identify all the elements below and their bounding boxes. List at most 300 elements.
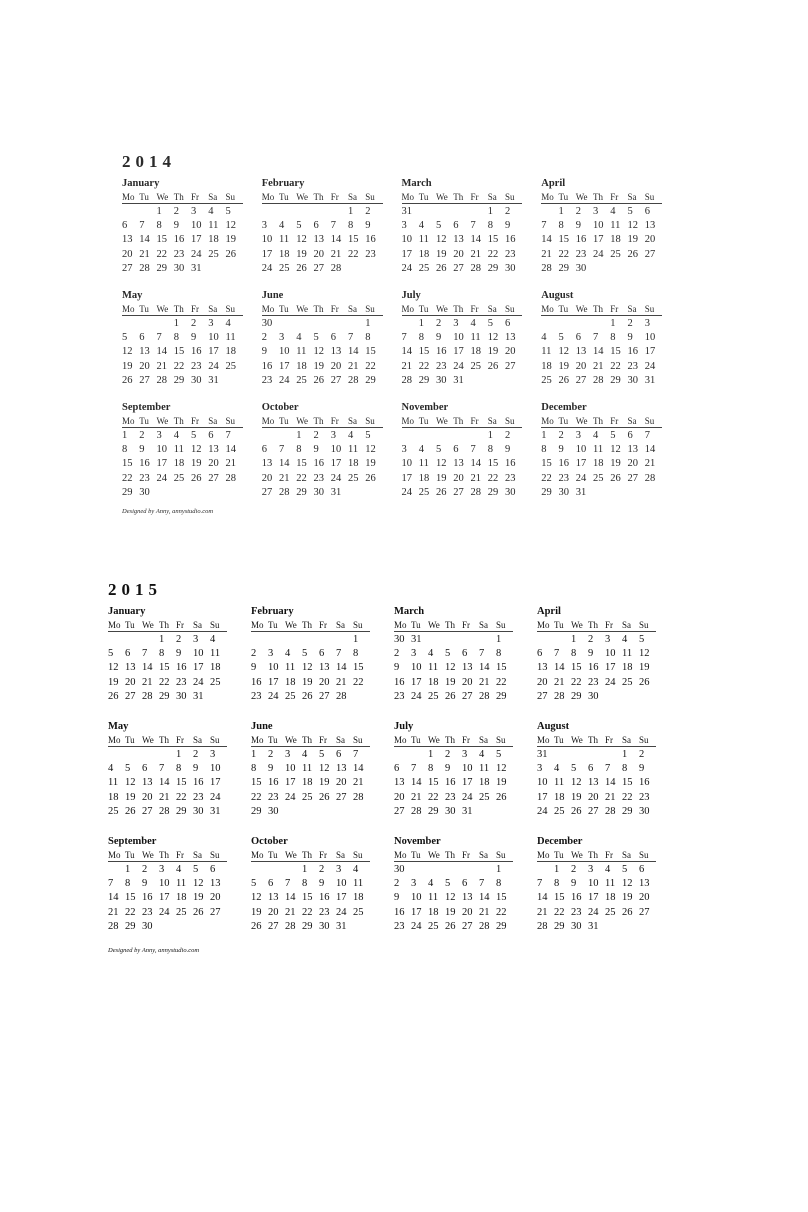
day-cell: 23 [365, 248, 376, 260]
months-grid [122, 176, 662, 512]
day-cell: 8 [571, 648, 577, 660]
weekday-header: Th [302, 620, 312, 630]
day-cell: 13 [588, 777, 599, 789]
day-cell: 28 [554, 690, 565, 702]
day-cell: 15 [156, 234, 167, 246]
weekday-header-row [541, 415, 662, 428]
weekday-header: We [142, 735, 154, 745]
day-cell: 7 [470, 220, 476, 232]
weekday-header: We [428, 735, 440, 745]
day-cell: 12 [193, 878, 204, 890]
day-cell: 8 [176, 763, 182, 775]
day-cell: 22 [296, 472, 307, 484]
day-cell: 13 [208, 444, 219, 456]
weekday-header: Mo [261, 304, 275, 314]
day-cell: 5 [313, 332, 319, 344]
empty-day-cell [314, 205, 331, 219]
day-cell: 6 [462, 878, 468, 890]
day-cell: 10 [191, 220, 202, 232]
day-cell: 30 [627, 374, 638, 386]
day-cell: 23 [261, 374, 273, 386]
weekday-header: Tu [558, 192, 569, 202]
day-cell: 17 [330, 458, 342, 470]
day-cell: 21 [225, 458, 236, 470]
day-cell: 11 [479, 763, 490, 775]
day-cell: 8 [125, 878, 131, 890]
day-cell: 11 [554, 777, 565, 789]
day-cell: 3 [644, 318, 650, 329]
day-cell: 2 [445, 749, 451, 760]
day-cell: 21 [470, 248, 481, 260]
weekday-header: Th [173, 304, 184, 314]
day-cell: 28 [159, 805, 170, 817]
day-cell: 28 [470, 486, 481, 498]
day-cell: 4 [418, 444, 424, 456]
empty-day-cell [479, 633, 496, 647]
day-cell: 21 [470, 472, 481, 484]
day-cell: 4 [470, 318, 476, 329]
weekday-header: Fr [330, 416, 339, 426]
weekday-header: Su [644, 416, 655, 426]
day-cell: 16 [268, 777, 279, 789]
weekday-header: Sa [336, 735, 345, 745]
month-calendar [251, 719, 370, 834]
day-cell: 1 [487, 430, 493, 441]
day-cell: 27 [453, 486, 464, 498]
month-name: December [537, 836, 583, 847]
empty-day-cell [142, 748, 159, 762]
day-cell: 25 [225, 360, 236, 372]
day-cell: 10 [330, 444, 342, 456]
day-cell: 30 [394, 634, 405, 645]
month-name: March [394, 606, 425, 617]
day-cell: 16 [365, 234, 376, 246]
day-cell: 8 [487, 220, 493, 232]
day-cell: 27 [125, 690, 136, 702]
day-cell: 29 [571, 690, 582, 702]
day-cell: 31 [462, 805, 473, 817]
month-calendar [394, 719, 513, 834]
weekday-header: Th [453, 192, 464, 202]
day-cell: 18 [225, 346, 236, 358]
day-cell: 11 [353, 878, 364, 890]
day-cell: 2 [142, 864, 148, 875]
day-cell: 10 [537, 777, 548, 789]
day-cell: 1 [541, 430, 547, 441]
weekday-header: Mo [394, 850, 407, 860]
day-cell: 23 [142, 906, 153, 918]
day-cell: 2 [365, 206, 371, 217]
day-cell: 30 [319, 920, 330, 932]
weekday-header: Tu [554, 620, 564, 630]
day-cell: 10 [336, 878, 347, 890]
day-cell: 3 [159, 864, 165, 875]
day-cell: 19 [496, 777, 507, 789]
day-cell: 17 [644, 346, 656, 358]
day-cell: 18 [428, 906, 439, 918]
empty-day-cell [122, 205, 139, 219]
weekday-header: Su [639, 850, 649, 860]
empty-day-cell [471, 205, 488, 219]
day-cell: 3 [411, 878, 417, 890]
day-cell: 6 [268, 878, 274, 890]
day-cell: 14 [348, 346, 359, 358]
empty-day-cell [436, 429, 453, 443]
day-cell: 12 [558, 346, 569, 358]
day-cell: 14 [108, 892, 119, 904]
day-cell: 2 [191, 318, 197, 329]
day-cell: 11 [285, 662, 296, 674]
day-cell: 11 [176, 878, 187, 890]
year-2015-calendar [108, 580, 656, 954]
day-cell: 14 [411, 777, 422, 789]
weekday-header: Mo [251, 850, 264, 860]
weekday-header: Sa [336, 850, 345, 860]
day-cell: 10 [411, 662, 422, 674]
weekday-header: Su [210, 620, 220, 630]
month-name: January [122, 178, 160, 189]
day-cell: 29 [418, 374, 430, 386]
day-cell: 15 [251, 777, 262, 789]
day-cell: 13 [505, 332, 516, 344]
empty-day-cell [479, 863, 496, 877]
day-cell: 21 [401, 360, 412, 372]
day-cell: 12 [296, 234, 307, 246]
day-cell: 19 [487, 346, 499, 358]
day-cell: 3 [279, 332, 285, 344]
empty-day-cell [296, 205, 313, 219]
day-cell: 4 [225, 318, 231, 329]
empty-day-cell [445, 633, 462, 647]
day-cell: 2 [176, 634, 182, 645]
weekday-header: We [285, 850, 297, 860]
day-cell: 9 [436, 332, 442, 344]
day-cell: 11 [428, 892, 439, 904]
day-cell: 27 [122, 262, 133, 274]
day-cell: 20 [453, 248, 464, 260]
day-cell: 9 [173, 220, 179, 232]
empty-day-cell [125, 633, 142, 647]
day-cell: 31 [208, 374, 219, 386]
empty-day-cell [419, 429, 436, 443]
day-cell: 13 [575, 346, 587, 358]
day-cell: 28 [142, 690, 153, 702]
day-cell: 5 [571, 763, 577, 775]
day-cell: 9 [505, 220, 511, 232]
day-cell: 25 [173, 472, 185, 484]
day-cell: 22 [487, 248, 499, 260]
day-cell: 31 [453, 374, 464, 386]
day-cell: 4 [302, 749, 308, 760]
day-cell: 2 [436, 318, 442, 329]
day-cell: 14 [470, 458, 481, 470]
day-cell: 26 [225, 248, 236, 260]
weekday-header: Sa [208, 192, 218, 202]
day-cell: 8 [159, 648, 165, 660]
day-cell: 8 [418, 332, 424, 344]
day-cell: 23 [173, 248, 185, 260]
day-cell: 24 [453, 360, 464, 372]
empty-day-cell [314, 317, 331, 331]
day-cell: 25 [285, 690, 296, 702]
day-cell: 12 [122, 346, 133, 358]
day-cell: 7 [330, 220, 336, 232]
day-cell: 23 [394, 920, 405, 932]
day-cell: 5 [125, 763, 131, 775]
day-cell: 1 [622, 749, 628, 760]
day-cell: 27 [462, 920, 473, 932]
day-cell: 26 [193, 906, 204, 918]
weekday-header: Mo [537, 735, 550, 745]
weekday-header: We [436, 304, 448, 314]
day-cell: 5 [122, 332, 128, 344]
day-cell: 22 [348, 248, 359, 260]
day-cell: 2 [627, 318, 633, 329]
day-cell: 16 [191, 346, 202, 358]
day-cell: 15 [159, 662, 170, 674]
weekday-header: Fr [176, 735, 185, 745]
weekday-header: We [575, 192, 588, 202]
empty-day-cell [541, 205, 558, 219]
day-cell: 2 [571, 864, 577, 875]
day-cell: 13 [644, 220, 656, 232]
day-cell: 1 [348, 206, 354, 217]
weekday-header: Sa [208, 304, 218, 314]
day-cell: 13 [394, 777, 405, 789]
day-cell: 14 [336, 662, 347, 674]
day-cell: 26 [639, 676, 650, 688]
day-cell: 24 [210, 791, 221, 803]
day-cell: 2 [251, 648, 257, 660]
day-cell: 1 [122, 430, 128, 441]
weekday-header: Su [505, 416, 515, 426]
weekday-header: Tu [279, 304, 289, 314]
day-cell: 19 [193, 892, 204, 904]
weekday-header: Su [365, 192, 375, 202]
day-cell: 1 [554, 864, 560, 875]
day-cell: 4 [208, 206, 214, 217]
day-cell: 21 [554, 676, 565, 688]
month-name: April [537, 606, 561, 617]
day-grid [537, 633, 656, 704]
day-cell: 17 [285, 777, 296, 789]
day-cell: 29 [251, 805, 262, 817]
day-cell: 31 [644, 374, 656, 386]
day-grid [251, 633, 370, 704]
weekday-header: Su [496, 735, 506, 745]
day-cell: 14 [353, 763, 364, 775]
empty-day-cell [142, 633, 159, 647]
day-cell: 25 [610, 248, 621, 260]
day-cell: 16 [505, 234, 516, 246]
day-cell: 31 [537, 749, 548, 760]
day-cell: 19 [251, 906, 262, 918]
weekday-header: Tu [418, 192, 429, 202]
day-cell: 26 [487, 360, 499, 372]
weekday-header: Th [302, 735, 312, 745]
day-cell: 12 [496, 763, 507, 775]
weekday-header: Sa [336, 620, 345, 630]
day-cell: 9 [588, 648, 594, 660]
day-cell: 23 [505, 248, 516, 260]
day-cell: 12 [627, 220, 638, 232]
day-cell: 20 [336, 777, 347, 789]
day-cell: 2 [558, 430, 564, 441]
day-cell: 28 [285, 920, 296, 932]
day-cell: 26 [191, 472, 202, 484]
day-cell: 11 [279, 234, 290, 246]
day-cell: 31 [210, 805, 221, 817]
day-cell: 14 [479, 662, 490, 674]
day-cell: 17 [159, 892, 170, 904]
day-cell: 19 [225, 234, 236, 246]
empty-day-cell [411, 863, 428, 877]
day-cell: 10 [411, 892, 422, 904]
weekday-header-row [262, 415, 383, 428]
weekday-header-row [108, 849, 227, 862]
day-cell: 1 [159, 634, 165, 645]
weekday-header: Fr [319, 735, 328, 745]
day-cell: 18 [108, 791, 119, 803]
weekday-header: Sa [348, 416, 357, 426]
day-cell: 10 [588, 878, 599, 890]
empty-day-cell [541, 317, 558, 331]
weekday-header: We [296, 192, 309, 202]
day-cell: 8 [365, 332, 371, 344]
day-cell: 21 [285, 906, 296, 918]
empty-day-cell [436, 205, 453, 219]
day-cell: 30 [139, 486, 150, 498]
day-cell: 23 [639, 791, 650, 803]
month-calendar [108, 719, 227, 834]
weekday-header: Su [644, 192, 655, 202]
day-cell: 20 [453, 472, 464, 484]
day-cell: 21 [336, 676, 347, 688]
day-cell: 14 [593, 346, 604, 358]
day-cell: 7 [108, 878, 114, 890]
day-cell: 20 [319, 676, 330, 688]
month-calendar [541, 288, 662, 400]
weekday-header: Mo [541, 304, 554, 314]
day-cell: 27 [453, 262, 464, 274]
day-cell: 12 [622, 878, 633, 890]
empty-day-cell [268, 633, 285, 647]
weekday-header-row [108, 619, 227, 632]
day-cell: 19 [302, 676, 313, 688]
day-cell: 20 [462, 676, 473, 688]
day-cell: 8 [496, 878, 502, 890]
day-cell: 7 [479, 878, 485, 890]
day-cell: 21 [159, 791, 170, 803]
day-cell: 20 [537, 676, 548, 688]
weekday-header: Mo [537, 850, 550, 860]
day-cell: 9 [558, 444, 564, 456]
weekday-header: Tu [139, 192, 149, 202]
day-cell: 23 [575, 248, 587, 260]
day-cell: 19 [296, 248, 307, 260]
weekday-header: We [436, 192, 448, 202]
day-cell: 13 [330, 346, 342, 358]
day-cell: 5 [251, 878, 257, 890]
weekday-header: Sa [487, 304, 497, 314]
day-cell: 1 [156, 206, 162, 217]
day-cell: 26 [313, 374, 324, 386]
weekday-header: Su [353, 735, 363, 745]
day-cell: 28 [225, 472, 236, 484]
day-cell: 17 [605, 662, 616, 674]
empty-day-cell [471, 429, 488, 443]
weekday-header: Fr [191, 192, 200, 202]
day-cell: 29 [487, 262, 499, 274]
day-grid [394, 633, 513, 704]
day-cell: 22 [610, 360, 621, 372]
day-cell: 12 [436, 458, 447, 470]
day-cell: 15 [428, 777, 439, 789]
day-cell: 5 [639, 634, 645, 645]
day-cell: 4 [418, 220, 424, 232]
day-cell: 6 [575, 332, 581, 344]
empty-day-cell [302, 633, 319, 647]
weekday-header: Su [496, 850, 506, 860]
day-cell: 18 [176, 892, 187, 904]
weekday-header: Mo [401, 192, 415, 202]
day-cell: 3 [193, 634, 199, 645]
day-cell: 4 [176, 864, 182, 875]
day-cell: 14 [401, 346, 412, 358]
day-cell: 10 [593, 220, 604, 232]
weekday-header: Fr [462, 850, 471, 860]
empty-day-cell [262, 429, 279, 443]
day-cell: 25 [428, 920, 439, 932]
day-cell: 15 [554, 892, 565, 904]
day-cell: 20 [330, 360, 342, 372]
day-cell: 31 [330, 486, 342, 498]
day-cell: 26 [108, 690, 119, 702]
day-cell: 29 [610, 374, 621, 386]
day-grid [262, 429, 383, 500]
day-grid [541, 429, 662, 500]
empty-day-cell [108, 748, 125, 762]
weekday-header: Fr [176, 850, 185, 860]
day-cell: 19 [571, 791, 582, 803]
day-cell: 5 [225, 206, 231, 217]
day-cell: 30 [261, 318, 273, 329]
weekday-header: Th [313, 416, 324, 426]
day-cell: 6 [644, 206, 650, 217]
day-cell: 2 [139, 430, 145, 441]
empty-day-cell [285, 863, 302, 877]
day-cell: 5 [445, 878, 451, 890]
day-cell: 9 [639, 763, 645, 775]
day-cell: 13 [462, 662, 473, 674]
day-cell: 6 [261, 444, 267, 456]
day-cell: 24 [411, 690, 422, 702]
day-cell: 24 [261, 262, 273, 274]
day-cell: 8 [541, 444, 547, 456]
day-cell: 27 [394, 805, 405, 817]
weekday-header: Mo [108, 620, 121, 630]
day-cell: 30 [436, 374, 447, 386]
day-cell: 19 [436, 472, 447, 484]
day-cell: 24 [336, 906, 347, 918]
day-cell: 14 [142, 662, 153, 674]
day-cell: 22 [251, 791, 262, 803]
day-cell: 21 [353, 777, 364, 789]
day-cell: 8 [610, 332, 616, 344]
day-cell: 29 [302, 920, 313, 932]
weekday-header: Tu [139, 304, 149, 314]
weekday-header: Fr [191, 304, 200, 314]
